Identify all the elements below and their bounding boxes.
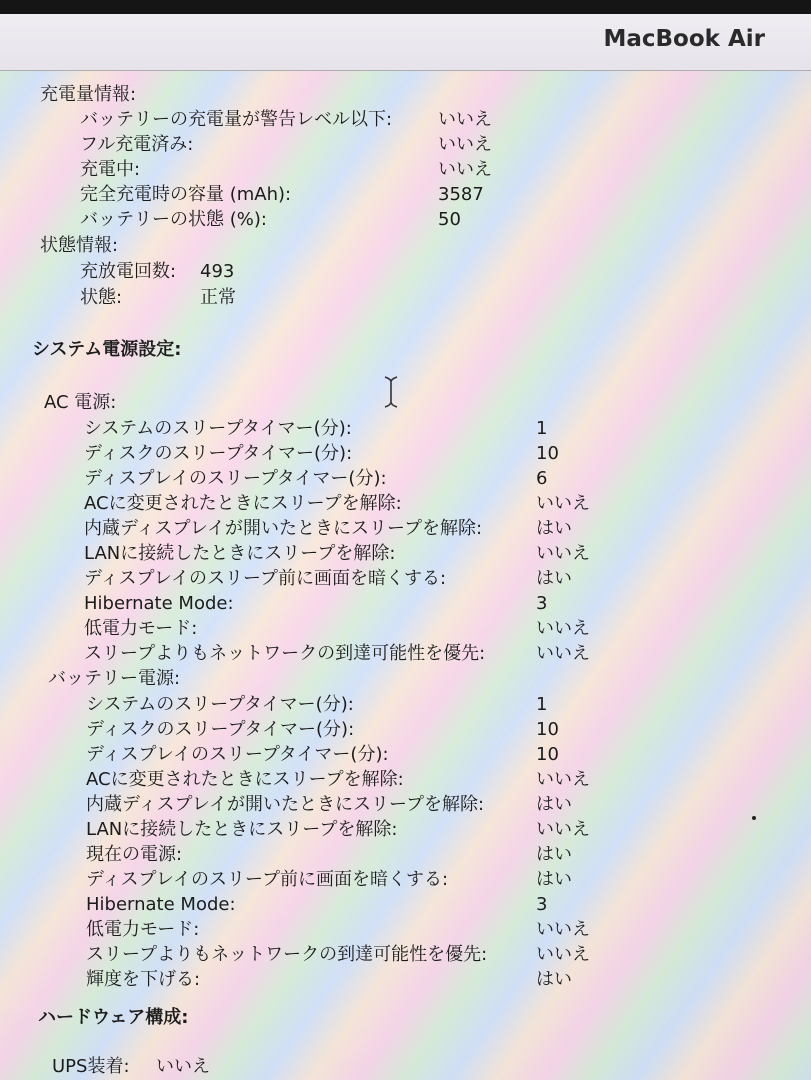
charge-row-label: フル充電済み: bbox=[80, 134, 194, 155]
battery-row-label: ディスプレイのスリープ前に画面を暗くする: bbox=[86, 869, 449, 890]
charge-row-value: いいえ bbox=[438, 109, 492, 130]
ac-row-label: Hibernate Mode: bbox=[84, 593, 234, 614]
charge-row-value: 3587 bbox=[438, 184, 484, 205]
charge-row-label: 完全充電時の容量 (mAh): bbox=[80, 184, 292, 205]
battery-row-value: 10 bbox=[536, 719, 559, 740]
ac-row-label: 低電力モード: bbox=[84, 618, 198, 639]
battery-row-value: 1 bbox=[536, 694, 548, 715]
battery-row-value: はい bbox=[536, 794, 572, 815]
ac-row-label: ディスプレイのスリープタイマー(分): bbox=[84, 468, 387, 489]
battery-row-value: 10 bbox=[536, 744, 559, 765]
ac-row-label: ACに変更されたときにスリープを解除: bbox=[84, 493, 402, 514]
screen-speck bbox=[752, 816, 756, 820]
ac-row-value: はい bbox=[536, 568, 572, 589]
battery-row-label: ディスクのスリープタイマー(分): bbox=[86, 719, 355, 740]
ac-row-value: いいえ bbox=[536, 643, 590, 664]
ac-row-value: 3 bbox=[536, 593, 548, 614]
ac-row-value: いいえ bbox=[536, 543, 590, 564]
battery-row-label: 輝度を下げる: bbox=[86, 969, 201, 990]
status-row-label: 状態: bbox=[80, 287, 123, 308]
charge-row-value: いいえ bbox=[438, 134, 492, 155]
window-header bbox=[0, 14, 811, 71]
text-cursor-icon bbox=[384, 376, 398, 408]
battery-row-value: 3 bbox=[536, 894, 548, 915]
charge-row-value: いいえ bbox=[438, 159, 492, 180]
ups-value: いいえ bbox=[156, 1056, 210, 1077]
battery-row-label: 現在の電源: bbox=[86, 844, 183, 865]
hardware-heading: ハードウェア構成: bbox=[38, 1007, 189, 1028]
ac-row-value: 10 bbox=[536, 443, 559, 464]
ac-power-heading: AC 電源: bbox=[44, 392, 117, 413]
power-settings-heading: システム電源設定: bbox=[32, 339, 182, 360]
ac-row-value: いいえ bbox=[536, 618, 590, 639]
ac-row-label: 内蔵ディスプレイが開いたときにスリープを解除: bbox=[84, 518, 483, 539]
battery-row-value: いいえ bbox=[536, 819, 590, 840]
menu-bar bbox=[0, 0, 811, 14]
ac-row-label: システムのスリープタイマー(分): bbox=[84, 418, 352, 439]
charge-row-label: 充電中: bbox=[80, 159, 141, 180]
battery-row-label: ACに変更されたときにスリープを解除: bbox=[86, 769, 404, 790]
ac-row-value: 6 bbox=[536, 468, 548, 489]
status-info-heading: 状態情報: bbox=[40, 235, 119, 256]
ac-row-value: 1 bbox=[536, 418, 548, 439]
battery-row-label: ディスプレイのスリープタイマー(分): bbox=[86, 744, 389, 765]
charge-row-value: 50 bbox=[438, 209, 461, 230]
ac-row-label: LANに接続したときにスリープを解除: bbox=[84, 543, 396, 564]
battery-row-label: Hibernate Mode: bbox=[86, 894, 236, 915]
charge-row-label: バッテリーの充電量が警告レベル以下: bbox=[80, 109, 393, 130]
status-row-label: 充放電回数: bbox=[80, 261, 177, 282]
battery-row-label: 内蔵ディスプレイが開いたときにスリープを解除: bbox=[86, 794, 485, 815]
battery-row-label: LANに接続したときにスリープを解除: bbox=[86, 819, 398, 840]
battery-row-value: はい bbox=[536, 844, 572, 865]
charge-info-heading: 充電量情報: bbox=[40, 84, 137, 105]
status-row-value: 正常 bbox=[200, 287, 236, 308]
battery-row-value: いいえ bbox=[536, 944, 590, 965]
battery-row-value: いいえ bbox=[536, 919, 590, 940]
battery-row-label: システムのスリープタイマー(分): bbox=[86, 694, 354, 715]
battery-row-value: いいえ bbox=[536, 769, 590, 790]
charge-row-label: バッテリーの状態 (%): bbox=[80, 209, 267, 230]
ac-row-value: いいえ bbox=[536, 493, 590, 514]
ups-label: UPS装着: bbox=[52, 1056, 130, 1077]
window-title: MacBook Air bbox=[603, 26, 765, 52]
status-row-value: 493 bbox=[200, 261, 235, 282]
system-report-content[interactable] bbox=[0, 70, 811, 1080]
battery-row-label: スリープよりもネットワークの到達可能性を優先: bbox=[86, 944, 488, 965]
ac-row-value: はい bbox=[536, 518, 572, 539]
battery-power-heading: バッテリー電源: bbox=[48, 668, 181, 689]
battery-row-label: 低電力モード: bbox=[86, 919, 200, 940]
ac-row-label: ディスプレイのスリープ前に画面を暗くする: bbox=[84, 568, 447, 589]
ac-row-label: ディスクのスリープタイマー(分): bbox=[84, 443, 353, 464]
ac-row-label: スリープよりもネットワークの到達可能性を優先: bbox=[84, 643, 486, 664]
battery-row-value: はい bbox=[536, 869, 572, 890]
battery-row-value: はい bbox=[536, 969, 572, 990]
